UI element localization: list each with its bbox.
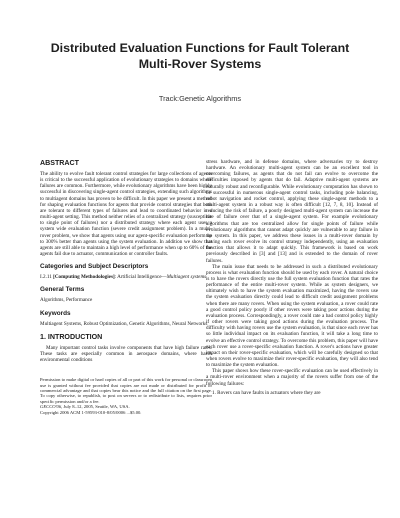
categories-italic: Multiagent systems	[166, 274, 207, 281]
paper-title-line-1: Distributed Evaluation Functions for Fault Tolerant	[50, 41, 350, 55]
left-column	[40, 159, 212, 415]
copyright-line: Copyright 2006 ACM 1-59593-010-8/05/0006 ...$5.00.	[40, 409, 142, 415]
failure-list-item-1: 1. Rovers can have faults in actuators where they are	[212, 389, 321, 396]
categories-rest: : Artificial Intelligence—	[114, 274, 167, 281]
categories-text	[40, 274, 212, 280]
categories-code: I.2.11	[40, 274, 52, 281]
abstract-heading: ABSTRACT	[40, 159, 80, 167]
keywords-heading: Keywords	[40, 309, 71, 317]
paper-title-line-2: Multi-Rover Systems	[138, 57, 262, 71]
abstract-text: The ability to evolve fault tolerant control strategies for large collections of agents is critical to the successful application of evolutionary strategies to domains where failures are common. Furthermore, while evolutionary algorithms have been highly successful in discovering single-agent control strategies, extending such algorithms to multiagent domains has proven to be difficult. In this paper we present a method for shaping evaluation functions for agents that provide control strategies that both are tolerant to different types of failures and lead to coordinated behavior in a multi-agent setting. This method neither relies of a centralized strategy (susceptible to single point of failures) nor a distributed strategy where each agent uses a system wide evaluation function (severe credit assignment problem). In a multi-rover problem, we show that agents using our agent-specific evaluation perform up to 300% better than agents using the system evaluation. In addition we show that agents are still able to maintain a high level of performance when up to 60% of the agents fail due to actuator, communication or controller faults.	[40, 171, 212, 258]
general-terms-text: Algorithms, Performance	[40, 297, 93, 304]
paper-track: Track:Genetic Algorithms	[158, 94, 242, 103]
introduction-text: Many important control tasks involve components that have high failure rates. These tasks are especially common in aerospace domains, where harsh environmental conditions	[40, 344, 212, 363]
introduction-heading: 1. INTRODUCTION	[40, 332, 103, 341]
categories-heading: Categories and Subject Descriptors	[40, 263, 149, 271]
right-column	[206, 159, 378, 396]
permission-footnote	[40, 377, 212, 415]
general-terms-heading: General Terms	[40, 286, 85, 294]
categories-label: [Computing Methodologies]	[53, 274, 115, 281]
permission-text: Permission to make digital or hard copies of all or part of this work for personal or classroom use is granted without fee provided that copies are not made or distributed for profit or commercial advantage and that copies bear this notice and the full citation on the first page. To copy otherwise, to republish, to post on servers or to redistribute to lists, requires prior specific permission and/or a fee.	[40, 377, 212, 404]
venue-name: GECCO'06,	[40, 404, 63, 410]
paper-title	[20, 40, 380, 72]
keywords-text: Multiagent Systems, Robust Optimization, Genetic Algorithms, Neural Networks	[40, 320, 208, 327]
right-paragraph-1: stress hardware, and in defense domains, where adversaries try to destroy hardware. An evolutionary multi-agent system can be an excellent tool in overcoming failures, as agents that do not fail can evolve to overcome the difficulties imposed by agents that do fail. Adaptive multi-agent systems are naturally robust and reconfigurable. While evolutionary computation has shown to be successful in numerous single-agent control tasks, including pole balancing, robot navigation and rocket control, applying these single-agent methods to a multi-agent system in a robust way is often difficult [12, 7, 8, 10]. Instead of reducing the risk of failure, a poorly designed multi-agent system can increase the rate of failure over that of a single-agent system. For example evolutionary algorithms that are too centralized allow for single points of failure while evolutionary algorithms that cannot adapt quickly are vulnerable to any failure in the system. In this paper, we address these issues in a multi-rover domain by having each rover evolve its control strategy independently, using an evaluation function that allows it to adapt quickly. This framework is based on work previously described in [3] and [13] and is extended to the domain of rover failures.	[206, 159, 378, 264]
right-paragraph-3: This paper shows how these rover-specific evaluation can be used effectively in a multi-rover environment when a majority of the rovers suffer from one of the following failures:	[206, 368, 378, 387]
venue-details: July 8–12, 2005, Seattle, WA, USA.	[62, 404, 130, 410]
right-paragraph-2: The main issue that needs to be addressed in such a distributed evolutionary process is what evaluation function should be used by each rover. A natural choice is to have the rovers directly use the full system evaluation function that rates the performance of the entire multi-rover system. While as system designers, we ultimately wish to have the system evaluation maximized, having the rovers use the system evaluation directly could lead to difficult credit assignment problems when there are many rovers. When using the system evaluation, a rover could rate a good control policy poorly if other rovers were taking poor actions during the evaluation process. Correspondingly, a rover could rate a bad control policy highly if other rovers were taking good actions during the evaluation process. The difficulty with having rovers use the system evaluation, is that since each rover has so little individual impact on its evaluation function, it will take a long time to evolve an effective control strategy. To overcome this problem, this paper will have each rover use a rover-specific evaluation function. A rover's actions have greater impact on their rover-specific evaluation, which will be carefully designed so that when rovers evolve to maximize their rover-specific evaluation, they will also tend to maximize the system evaluation.	[206, 263, 378, 369]
